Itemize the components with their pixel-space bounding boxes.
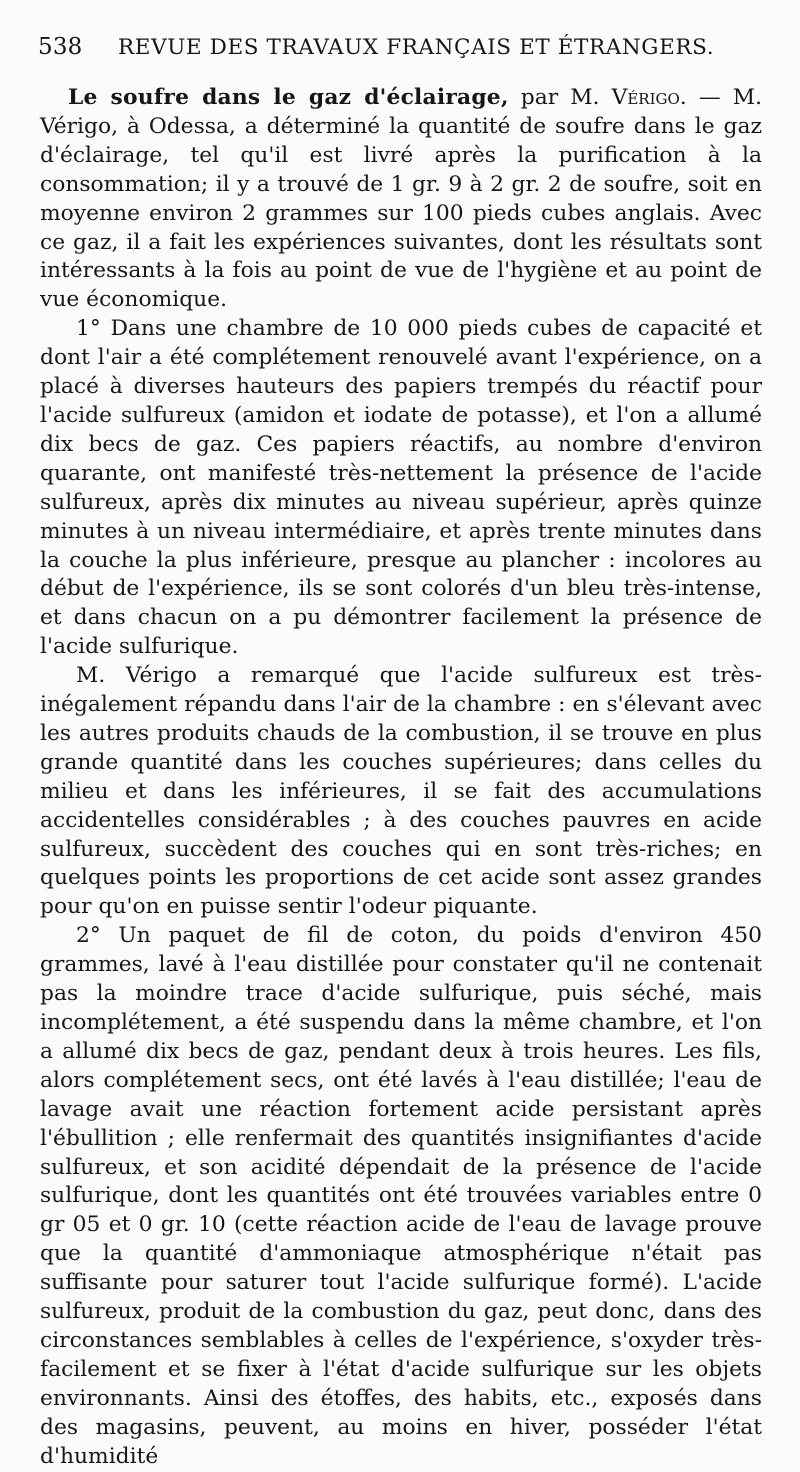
paragraph-1: M. Vérigo, à Odessa, a déterminé la quantité de soufre dans le gaz d'éclairage, tel qu'il est livré après la purification à la consommation; il y a trouvé de 1 gr. 9 à 2 gr. 2 de soufre, soit en moyenne environ 2 grammes sur 100 pieds cubes anglais. Avec ce gaz, il a fait les expériences suivantes, dont les résultats sont intéressants à la fois au point de vue de l'hygiène et au point de vue économique. (40, 85, 762, 313)
byline-suffix: . — (679, 85, 733, 110)
article-body (40, 84, 762, 1472)
article-heading-line (40, 84, 762, 315)
page-number: 538 (38, 34, 83, 60)
page-header (38, 34, 763, 60)
paragraph-3: M. Vérigo a remarqué que l'acide sulfureux est très-inégalement répandu dans l'air de la chambre : en s'élevant avec les autres produits chauds de la combustion, il se trouve en plus grande quantité dans les couches supérieures; dans celles du milieu et dans les inférieures, il se fait des accumulations accidentelles considérables ; à des couches pauvres en acide sulfureux, succèdent des couches qui en sont très-riches; en quelques points les proportions de cet acide sont assez grandes pour qu'on en puisse sentir l'odeur piquante. (40, 663, 762, 920)
byline-prefix: par M. (508, 85, 612, 110)
paragraph-2: 1° Dans une chambre de 10 000 pieds cubes de capacité et dont l'air a été complétement renouvelé avant l'expérience, on a placé à diverses hauteurs des papiers trempés du réactif pour l'acide sulfureux (amidon et iodate de potasse), et l'on a allumé dix becs de gaz. Ces papiers réactifs, au nombre d'environ quarante, ont manifesté très-nettement la présence de l'acide sulfureux, après dix minutes au niveau supérieur, après quinze minutes à un niveau intermédiaire, et après trente minutes dans la couche la plus inférieure, presque au plancher : incolores au début de l'expérience, ils se sont colorés d'un bleu très-intense, et dans chacun on a pu démontrer facilement la présence de l'acide sulfurique. (40, 316, 762, 660)
running-head: REVUE DES TRAVAUX FRANÇAIS ET ÉTRANGERS. (118, 35, 715, 60)
article-title: Le soufre dans le gaz d'éclairage, (68, 85, 509, 110)
paragraph-4: 2° Un paquet de fil de coton, du poids d'environ 450 grammes, lavé à l'eau distillée pour constater qu'il ne contenait pas la moindre trace d'acide sulfurique, puis séché, mais incomplétement, a été suspendu dans la même chambre, et l'on a allumé dix becs de gaz, pendant deux à trois heures. Les fils, alors complétement secs, ont été lavés à l'eau distillée; l'eau de lavage avait une réaction fortement acide persistant après l'ébullition ; elle renfermait des quantités insignifiantes d'acide sulfureux, et son acidité dépendait de la présence de l'acide sulfurique, dont les quantités ont été trouvées variables entre 0 gr 05 et 0 gr. 10 (cette réaction acide de l'eau de lavage prouve que la quantité d'ammoniaque atmosphérique n'était pas suffisante pour saturer tout l'acide sulfurique formé). L'acide sulfureux, produit de la combustion du gaz, peut donc, dans des circonstances semblables à celles de l'expérience, s'oxyder très-facilement et se fixer à l'état d'acide sulfurique sur les objets environnants. Ainsi des étoffes, des habits, etc., exposés dans des magasins, peuvent, au moins en hiver, posséder l'état d'humidité (40, 923, 762, 1469)
article-author: Vérigo (611, 85, 680, 110)
